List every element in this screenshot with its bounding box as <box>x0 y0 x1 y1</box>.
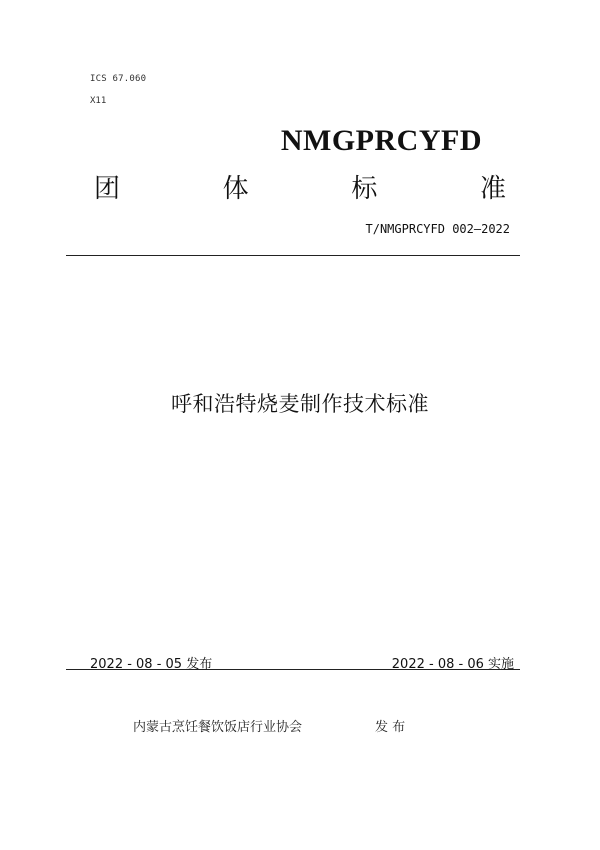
header-divider <box>66 255 520 256</box>
standard-type-char: 准 <box>479 174 506 204</box>
ics-code: ICS 67.060 <box>90 74 147 84</box>
publisher-name: 内蒙古烹饪餐饮饭店行业协会 <box>133 720 303 735</box>
organization-code: NMGPRCYFD <box>280 124 482 157</box>
standard-type-char: 标 <box>351 174 378 204</box>
standard-number: T/NMGPRCYFD 002—2022 <box>365 222 510 236</box>
document-title: 呼和浩特烧麦制作技术标准 <box>171 392 429 416</box>
standard-type-char: 团 <box>94 174 121 204</box>
footer-divider <box>66 669 520 670</box>
issue-date: 2022 - 08 - 05 发布 <box>90 657 213 672</box>
standard-type-heading <box>94 168 506 205</box>
standard-type-char: 体 <box>222 174 249 204</box>
publish-label: 发 布 <box>375 720 406 735</box>
classification-code: X11 <box>90 96 107 106</box>
implementation-date: 2022 - 08 - 06 实施 <box>391 657 514 672</box>
